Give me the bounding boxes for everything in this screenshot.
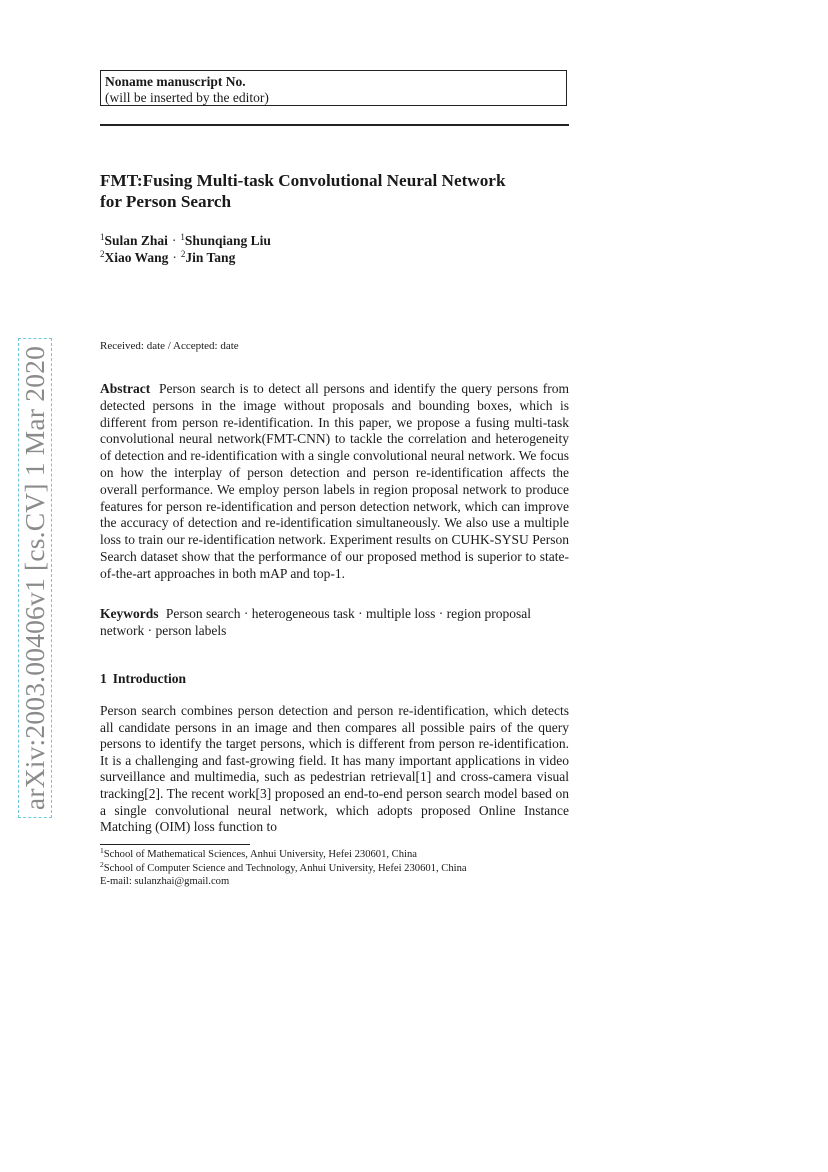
footnote-mark: 2 [100,859,104,869]
section-number: 1 [100,671,107,686]
paper-title [100,170,570,212]
author-separator: · [171,233,177,248]
author-affiliation-mark: 2 [100,249,105,259]
arxiv-stamp-text: arXiv:2003.00406v1 [cs.CV] 1 Mar 2020 [19,345,50,811]
manuscript-number-label: Noname manuscript No. [105,74,246,89]
section-title: Introduction [112,671,187,686]
footnote-mark: 1 [100,846,104,855]
abstract-label: Abstract [100,381,151,396]
author-separator: · [172,250,177,265]
received-accepted-line: Received: date / Accepted: date [100,340,239,352]
section-heading [100,671,186,687]
header-rule [100,124,569,126]
author-affiliation-mark: 1 [100,232,105,242]
footnote-text: School of Computer Science and Technology, Anhui University, Hefei 230601, China [103,862,467,874]
author-list [100,232,570,266]
footnote-text: School of Mathematical Sciences, Anhui University, Hefei 230601, China [103,849,417,860]
keywords [100,606,569,640]
footnote-affiliation-1 [100,848,569,862]
author-name: Shunqiang Liu [184,233,271,248]
arxiv-stamp [18,338,52,818]
abstract-text: Person search is to detect all persons and identify the query persons from detected persons in the image without proposals and bounding boxes, which is different from person re-identification. In this paper, we propose a fusing multi-task convolutional neural network(FMT-CNN) to tackle the correlation and heterogeneity of detection and re-identification with a single convolutional neural network. We focus on how the interplay of person detection and person re-identification affects the overall performance. We employ person labels in region proposal network to produce features for person re-identification and person detection network, which can improve the accuracy of detection and re-identification simultaneously. We also use a multiple loss to train our re-identification network. Experiment results on CUHK-SYSU Person Search dataset show that the performance of our proposed method is superior to state-of-the-art approaches in both mAP and top-1. [100,381,569,581]
editor-note: (will be inserted by the editor) [105,90,269,105]
author-affiliation-mark: 2 [180,249,186,259]
author-line-2 [100,249,570,266]
author-name: Sulan Zhai [104,233,168,248]
footnote-affiliation-2 [100,859,569,876]
author-name: Xiao Wang [104,250,169,265]
keywords-label: Keywords [100,606,159,621]
abstract [100,381,569,583]
introduction-paragraph: Person search combines person detection and person re-identification, which detects all candidate persons in an image and then compares all possible pairs of the query persons to identify the target persons, which is different from person re-identification. It is a challenging and fast-growing field. It has many important applications in video surveillance and multimedia, such as pedestrian retrieval[1] and cross-camera visual tracking[2]. The recent work[3] proposed an end-to-end person search model based on a single convolutional neural network, which adopts proposed Online Instance Matching (OIM) loss function to [100,703,569,835]
author-name: Jin Tang [185,250,236,265]
footnote-email [100,875,569,889]
author-affiliation-mark: 1 [180,232,185,242]
footnote-rule [100,844,250,845]
paper-title-line-1: FMT:Fusing Multi-task Convolutional Neural Network [100,171,506,190]
paper-title-line-2: for Person Search [100,192,232,211]
keywords-text: Person search · heterogeneous task · multiple loss · region proposal network · person labels [100,606,532,638]
footnote-text: E-mail: sulanzhai@gmail.com [100,876,230,887]
editor-box [100,70,567,106]
footnotes [100,848,569,889]
author-line-1 [100,232,570,249]
